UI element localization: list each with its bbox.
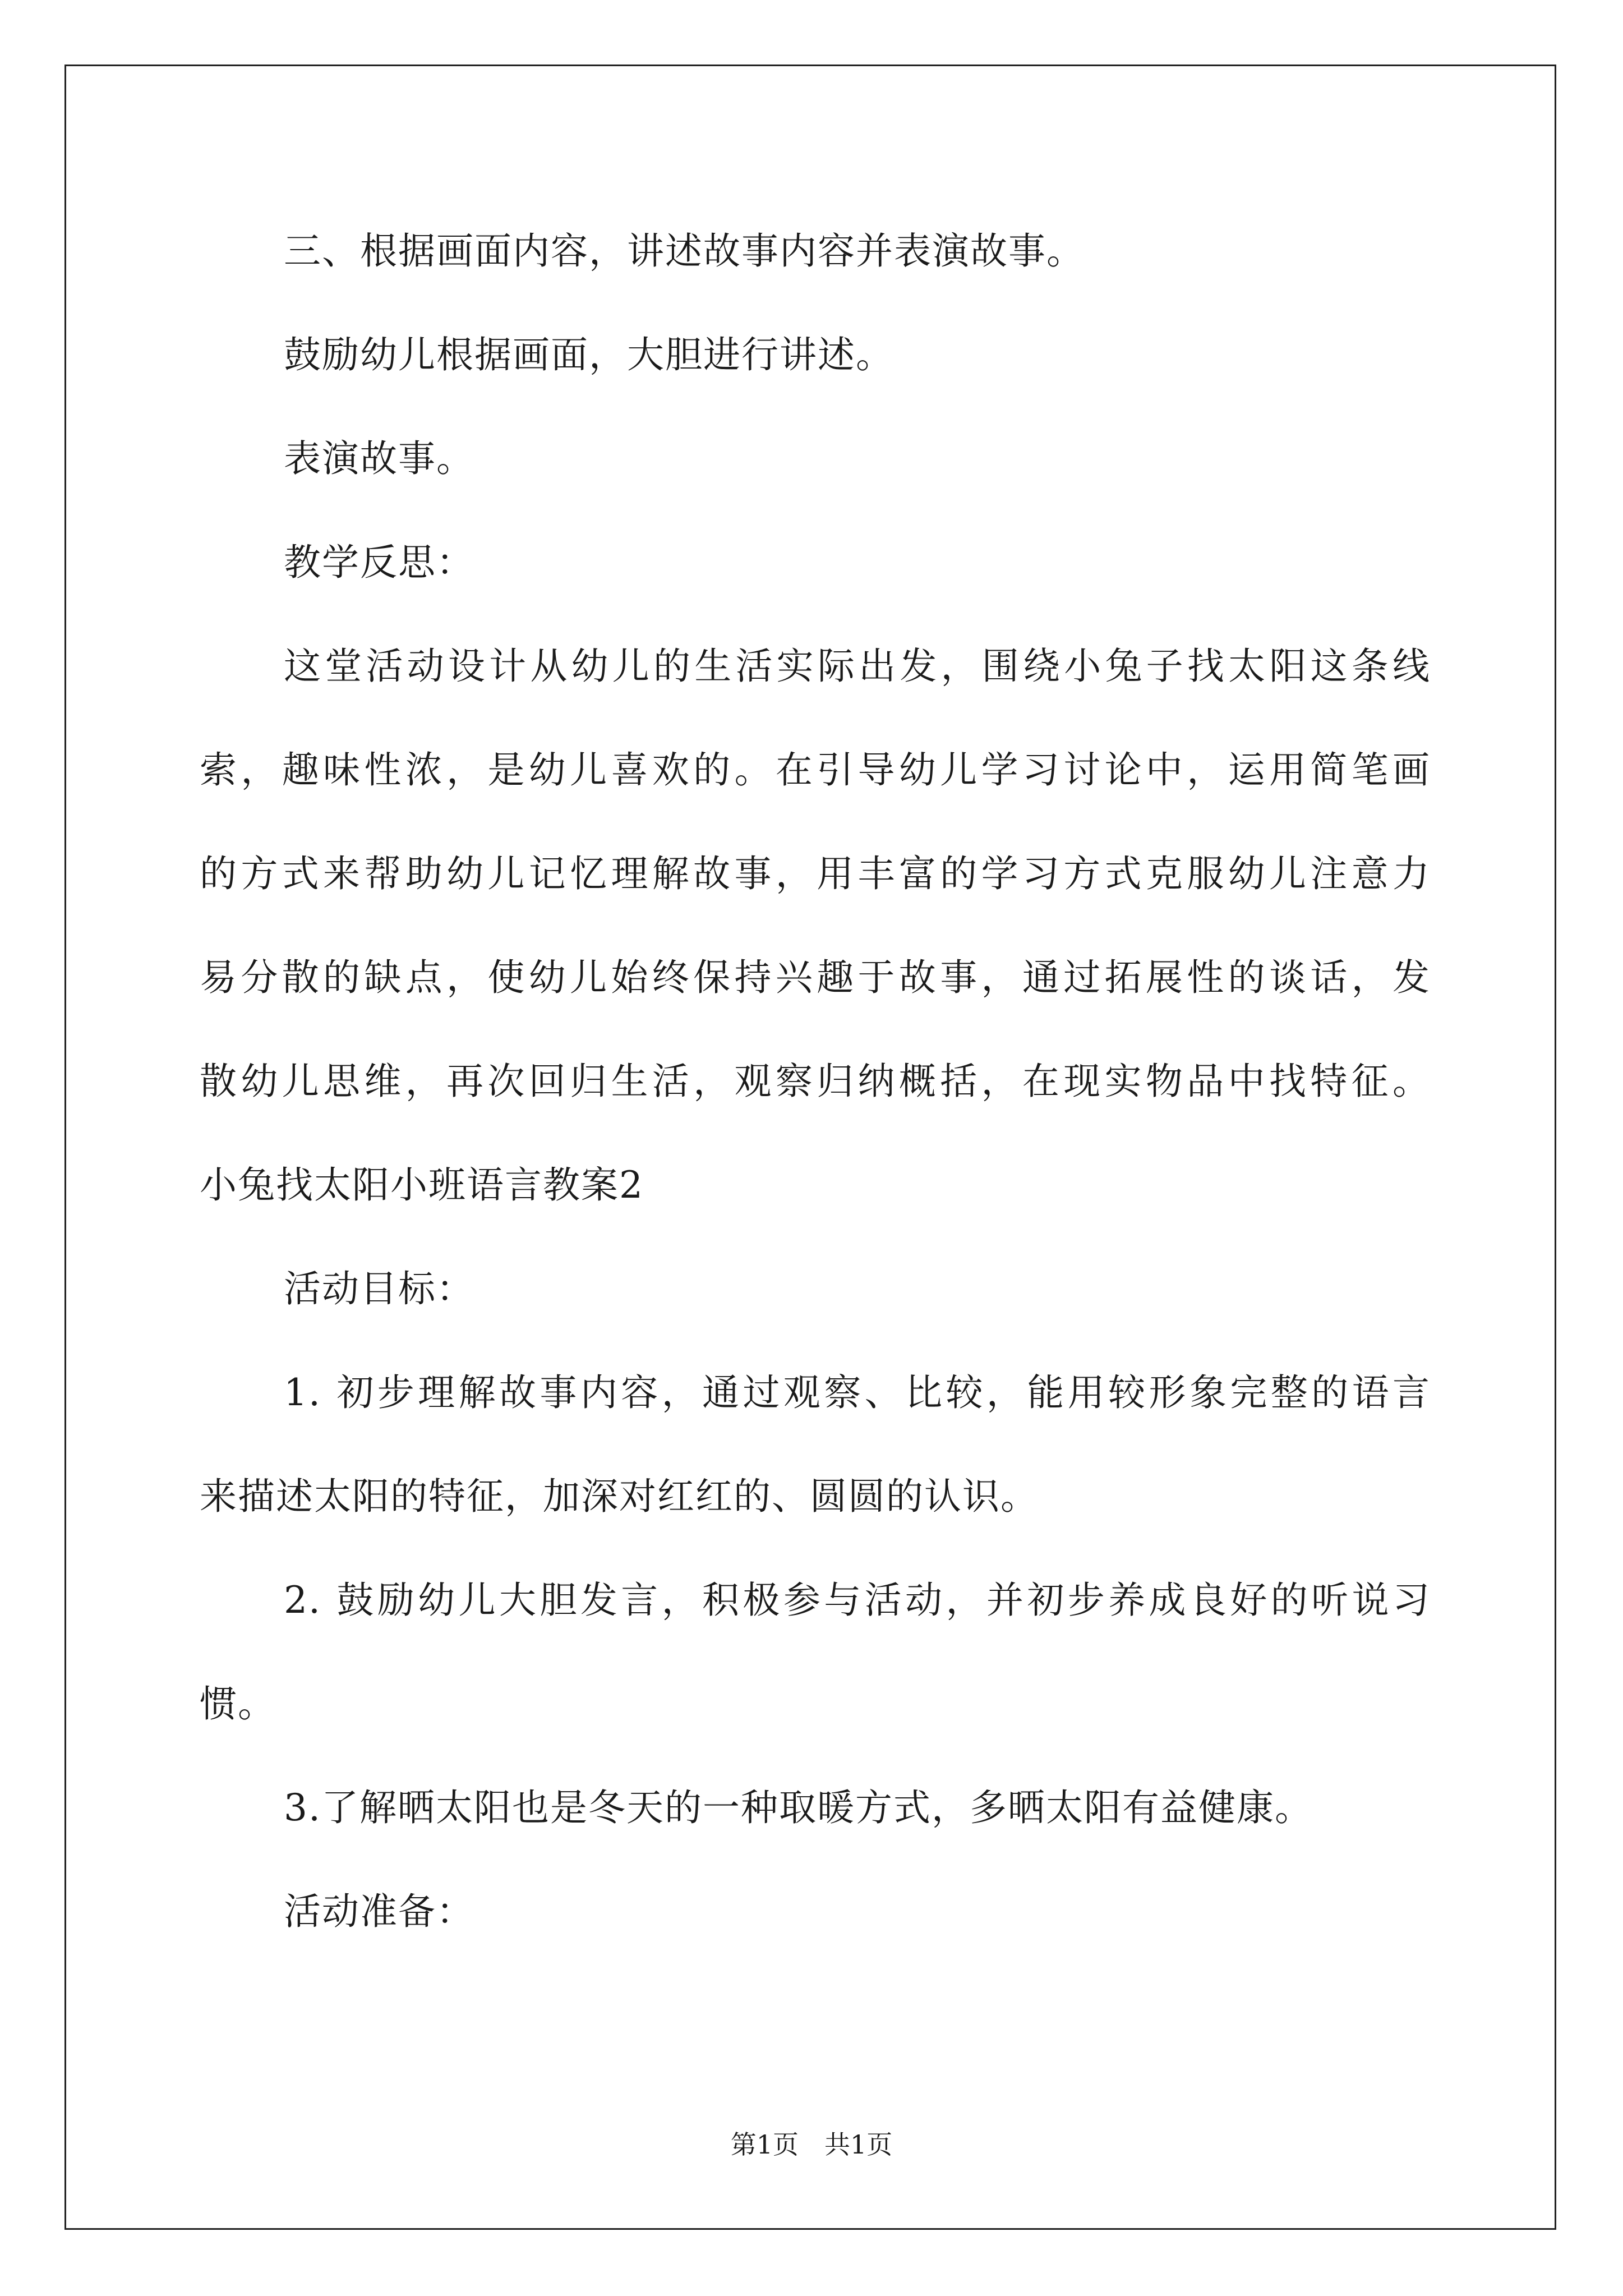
section-heading: 活动准备： xyxy=(284,1890,474,1933)
document-title: 小兔找太阳小班语言教案2 xyxy=(200,1163,644,1207)
paragraph-line: 索，趣味性浓，是幼儿喜欢的。在引导幼儿学习讨论中，运用简笔画 xyxy=(200,748,1431,792)
section-heading: 教学反思： xyxy=(284,541,474,584)
paragraph-line: 来描述太阳的特征，加深对红红的、圆圆的认识。 xyxy=(200,1475,1039,1518)
paragraph-line: 3.了解晒太阳也是冬天的一种取暖方式，多晒太阳有益健康。 xyxy=(284,1786,1313,1829)
paragraph-line: 1. 初步理解故事内容，通过观察、比较，能用较形象完整的语言 xyxy=(284,1371,1431,1414)
paragraph-line: 鼓励幼儿根据画面，大胆进行讲述。 xyxy=(284,333,894,376)
paragraph-line: 这堂活动设计从幼儿的生活实际出发，围绕小兔子找太阳这条线 xyxy=(284,645,1431,688)
section-heading: 活动目标： xyxy=(284,1267,474,1310)
paragraph-line: 2. 鼓励幼儿大胆发言，积极参与活动，并初步养成良好的听说习 xyxy=(284,1579,1431,1622)
page-number: 第1页 共1页 xyxy=(730,2129,893,2160)
paragraph-line: 易分散的缺点，使幼儿始终保持兴趣于故事，通过拓展性的谈话，发 xyxy=(200,956,1431,999)
paragraph-line: 惯。 xyxy=(200,1682,276,1726)
paragraph-line: 三、根据画面内容，讲述故事内容并表演故事。 xyxy=(284,229,1085,273)
paragraph-line: 散幼儿思维，再次回归生活，观察归纳概括，在现实物品中找特征。 xyxy=(200,1060,1431,1103)
paragraph-line: 的方式来帮助幼儿记忆理解故事，用丰富的学习方式克服幼儿注意力 xyxy=(200,852,1431,895)
paragraph-line: 表演故事。 xyxy=(284,437,474,480)
